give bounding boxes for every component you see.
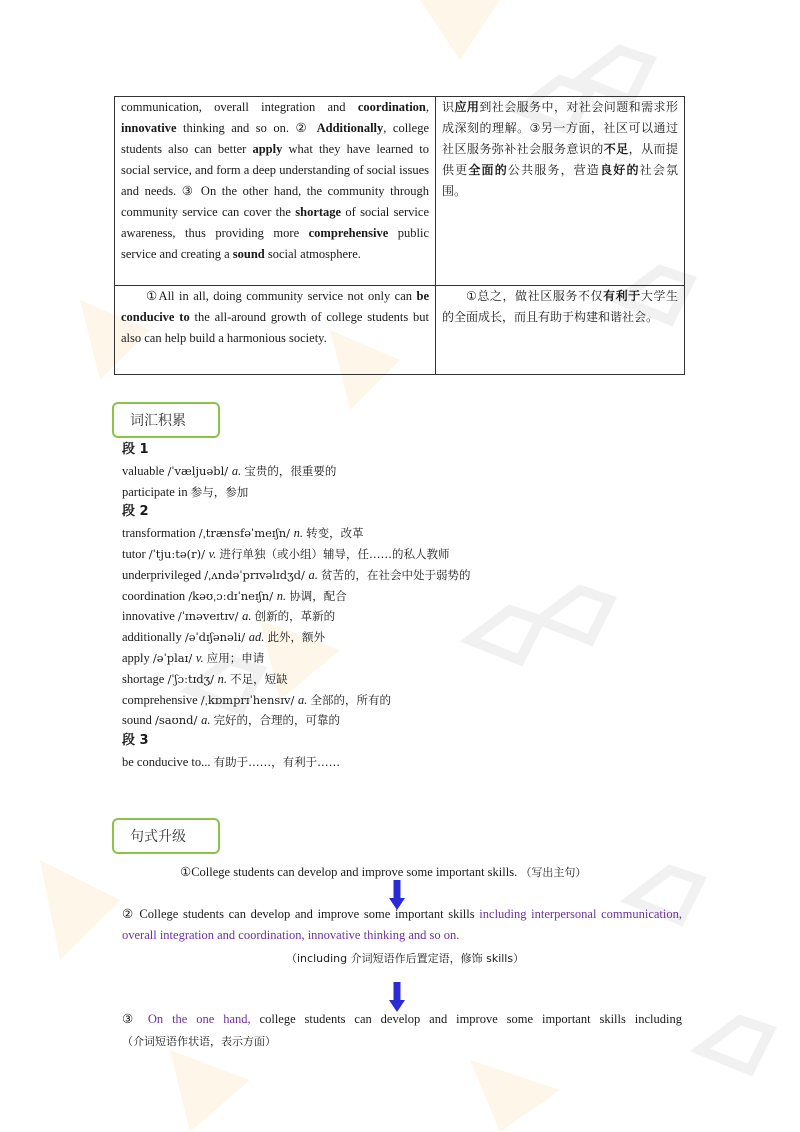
text-run: the all-around growth of college students but also can help build a harmonious society. [121, 310, 430, 345]
vocab-item [122, 544, 682, 565]
vocab-word: comprehensive [122, 692, 201, 707]
vocab-meaning: 贫苦的，在社会中处于弱势的 [320, 567, 471, 582]
vocab-section-title: 词汇积累 [112, 402, 220, 438]
vocab-item [122, 482, 682, 503]
text-run: 大学生的全面成长，而且有助于构建和谐社会。 [442, 289, 678, 324]
sentence-2-note: （including 介词短语作后置定语，修饰 skills） [286, 952, 525, 965]
vocab-pos: n. [217, 671, 231, 686]
vocab-item [122, 648, 682, 669]
key-term: 有利于 [603, 289, 641, 303]
vocab-word: innovative [122, 609, 178, 624]
text-run: what they have learned to social service, and form a deep understanding of social issues and needs. ③ On the other hand, the community through community service can cover the [121, 142, 429, 219]
vocab-ipa: /əˈplaɪ/ [152, 650, 196, 665]
key-term: coordination [357, 100, 426, 114]
vocab-meaning: 不足，短缺 [230, 671, 288, 686]
vocab-word: apply [122, 650, 153, 665]
text-run: 社会氛围。 [442, 163, 678, 198]
key-term: apply [252, 142, 283, 156]
key-term: 应用 [454, 100, 480, 114]
vocab-ipa: /əˈdɪʃənəli/ [184, 630, 249, 645]
vocab-ipa: /saʊnd/ [155, 713, 202, 728]
text-run: ，从而提供更 [442, 142, 678, 177]
vocab-word: additionally [122, 630, 185, 645]
sentence-3-note: （介词短语作状语，表示方面） [122, 1035, 276, 1048]
text-run: 识 [442, 100, 455, 114]
table-row [115, 286, 685, 375]
vocab-pos: a. [308, 567, 321, 582]
vocab-word: transformation [122, 526, 199, 541]
vocab-pos: a. [298, 692, 311, 707]
vocab-ipa: /ˈʃɔːtɪdʒ/ [167, 671, 218, 686]
vocab-pos: a. [231, 463, 245, 478]
watermark-logo-shape [420, 0, 500, 60]
vocab-item [122, 627, 682, 648]
text-run: communication, overall integration and [121, 100, 358, 114]
vocab-item [122, 586, 682, 607]
vocab-item [122, 669, 682, 690]
vocab-meaning: 参与，参加 [190, 484, 249, 499]
text-run: social atmosphere. [264, 247, 361, 261]
vocab-item [122, 523, 682, 544]
key-term: 不足 [603, 142, 629, 156]
text-run: thinking and so on. ② [176, 121, 317, 135]
vocab-ipa: /ˈtjuːtə(r)/ [148, 546, 209, 561]
sentence-2: ② College students can develop and improve some important skills including interpersonal communication, overall integration and coordination, innovative thinking and so on. [122, 907, 682, 942]
text-run: , [425, 100, 429, 114]
table-row [115, 97, 685, 286]
watermark-logo-shape [170, 1050, 250, 1132]
text-run: 到社会服务中，对社会问题和需求形成深刻的理解。③另一方面，社区可以通过社区服务弥补社会服务意识的 [442, 100, 678, 156]
translation-table [114, 96, 685, 375]
vocab-word: participate in [122, 484, 191, 499]
key-term: sound [232, 247, 265, 261]
vocab-meaning: 全部的，所有的 [310, 692, 391, 707]
down-arrow-icon [389, 982, 405, 1012]
vocab-item [122, 710, 682, 731]
vocab-pos: n. [276, 588, 290, 603]
vocab-ipa: /ˌkɒmprɪˈhensɪv/ [200, 692, 298, 707]
key-term: comprehensive [308, 226, 389, 240]
vocab-item [122, 461, 682, 482]
vocab-word: be conducive to... [122, 754, 214, 769]
key-term: Additionally [316, 121, 384, 135]
key-term: 全面的 [468, 163, 508, 177]
vocab-pos: n. [293, 526, 307, 541]
english-cell [115, 97, 436, 286]
text-run: , college students also can better [121, 121, 429, 156]
vocab-meaning: 此外，额外 [267, 630, 326, 645]
vocab-item [122, 690, 682, 711]
vocab-meaning: 创新的，革新的 [254, 609, 336, 624]
vocab-meaning: 进行单独（或小组）辅导，任……的私人教师 [219, 546, 450, 561]
vocab-list [122, 440, 682, 773]
vocab-meaning: 协调，配合 [289, 588, 347, 603]
paragraph-heading: 段 3 [122, 733, 149, 749]
vocab-meaning: 完好的，合理的，可靠的 [213, 713, 341, 728]
sentence-3: ③ On the one hand, college students can develop and improve some important skills including [122, 1012, 682, 1026]
watermark-logo-shape [40, 860, 120, 960]
vocab-pos: v. [208, 546, 220, 561]
vocab-item [122, 565, 682, 586]
key-term: shortage [295, 205, 342, 219]
vocab-ipa: /ˈvæljuəbl/ [167, 463, 232, 478]
text-run: 公共服务，营造 [507, 163, 601, 177]
vocab-ipa: /ˈɪnəveɪtɪv/ [177, 609, 243, 624]
vocab-ipa: /ˌʌndəˈprɪvəlɪdʒd/ [204, 567, 309, 582]
vocab-word: underprivileged [122, 567, 205, 582]
vocab-item [122, 752, 682, 773]
vocab-word: shortage [122, 671, 168, 686]
vocab-meaning: 宝贵的，很重要的 [244, 463, 337, 478]
key-term: innovative [121, 121, 177, 135]
text-run: ①All in all, doing community service not only can [146, 289, 417, 303]
vocab-word: valuable [122, 463, 168, 478]
vocab-pos: a. [242, 609, 255, 624]
vocab-item [122, 606, 682, 627]
vocab-pos: ad. [248, 630, 268, 645]
vocab-meaning: 转变，改革 [306, 526, 364, 541]
vocab-word: tutor [122, 546, 149, 561]
paragraph-heading: 段 1 [122, 442, 149, 457]
vocab-meaning: 有助于……，有利于…… [213, 754, 341, 769]
vocab-pos: a. [201, 713, 214, 728]
vocab-meaning: 应用；申请 [206, 650, 265, 665]
vocab-word: coordination [122, 588, 189, 603]
text-run: public service and creating a [121, 226, 429, 261]
vocab-pos: v. [195, 650, 207, 665]
text-run: of social service awareness, thus providing more [121, 205, 429, 240]
text-run: ①总之，做社区服务不仅 [466, 289, 604, 303]
chinese-cell [436, 286, 685, 375]
sentence-section-title: 句式升级 [112, 818, 220, 854]
chinese-cell [436, 97, 685, 286]
key-term: be conducive to [121, 289, 429, 324]
key-term: 良好的 [600, 163, 640, 177]
english-cell [115, 286, 436, 375]
watermark-logo-shape [470, 1060, 560, 1132]
paragraph-heading: 段 2 [122, 504, 149, 520]
vocab-ipa: /kəʊˌɔːdɪˈneɪʃn/ [188, 588, 277, 603]
vocab-ipa: /ˌtrænsfəˈmeɪʃn/ [198, 526, 294, 541]
vocab-word: sound [122, 713, 155, 728]
sentence-1: ①College students can develop and improve some important skills. （写出主句） [180, 865, 587, 879]
